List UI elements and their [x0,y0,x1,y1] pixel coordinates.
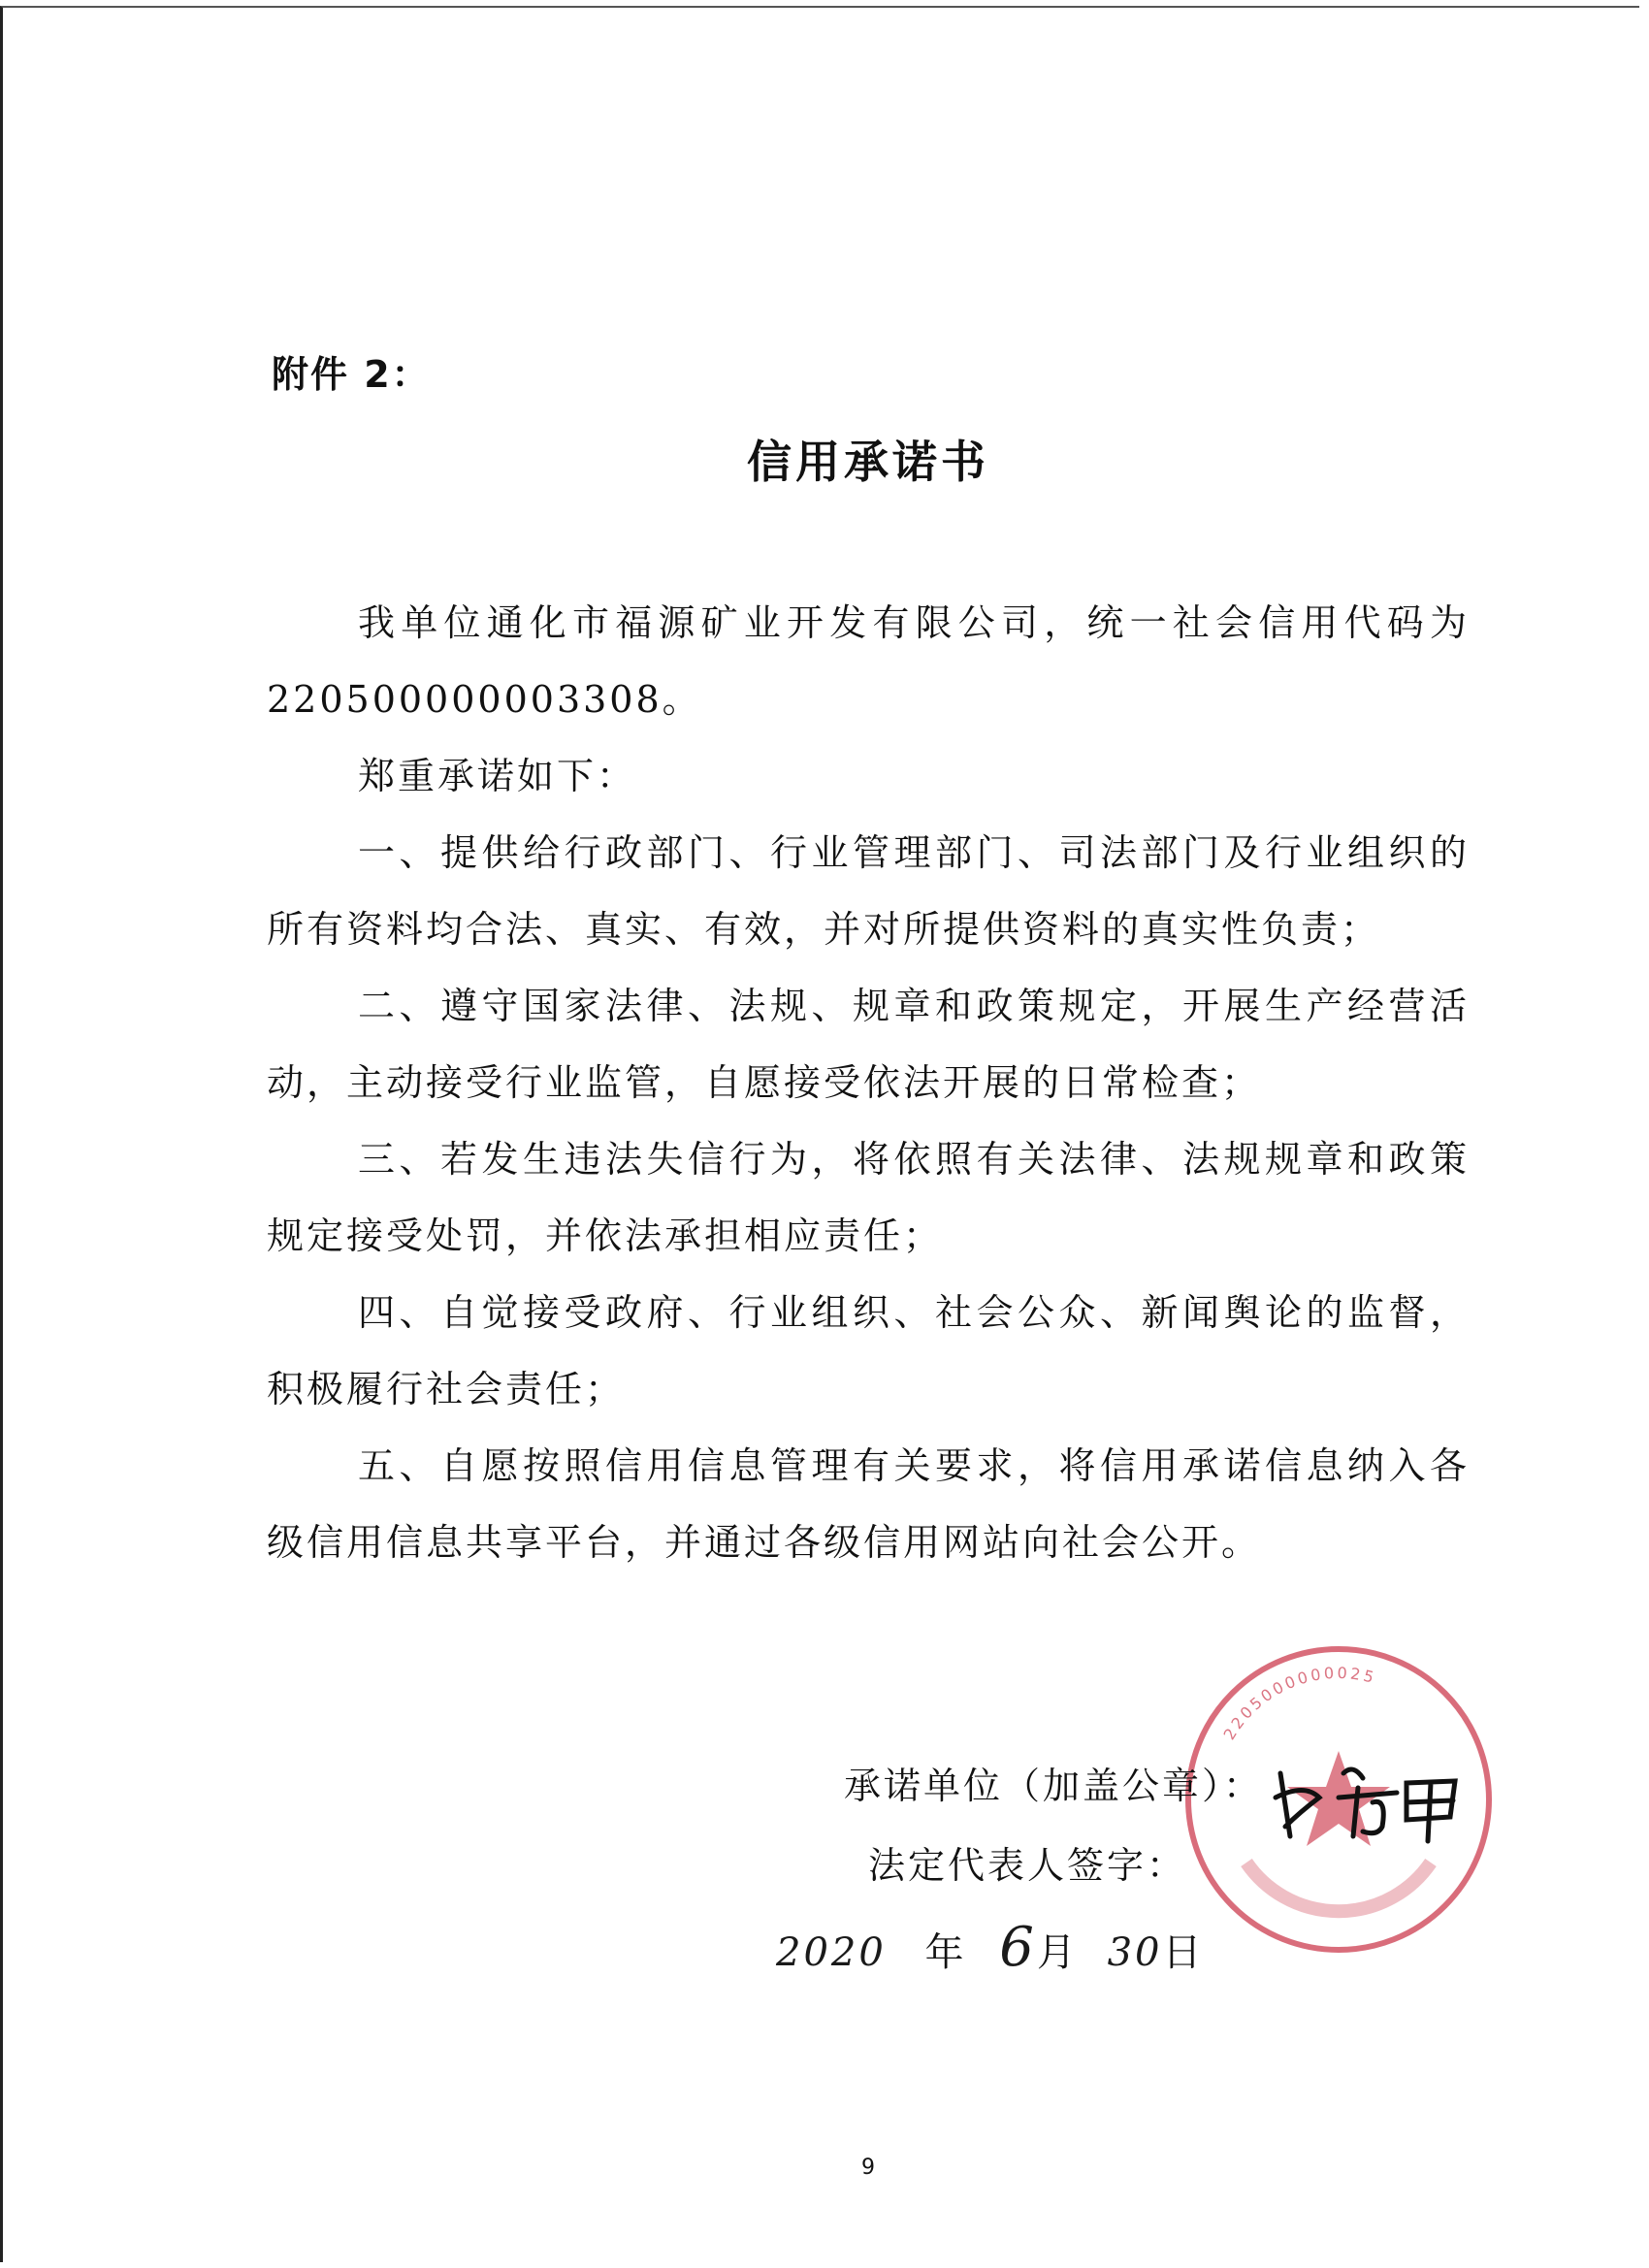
committing-unit-label: 承诺单位（加盖公章）： [844,1765,1264,1807]
document-title: 信用承诺书 [747,436,989,488]
attachment-label: 附件 2： [272,353,431,396]
paragraph-item-4: 四、自觉接受政府、行业组织、社会公众、新闻舆论的监督，积极履行社会责任； [267,1291,1470,1410]
date-year: 2020 [776,1930,887,1975]
month-unit: 月 [1036,1930,1079,1975]
day-unit: 日 [1162,1930,1205,1975]
svg-text:2205000000025 [1220,1664,1379,1743]
paragraph-item-3: 三、若发生违法失信行为，将依照有关法律、法规规章和政策规定接受处罚，并依法承担相应责任； [267,1138,1470,1257]
date-line [776,1916,1205,1979]
page-number: 9 [861,2155,875,2180]
date-day: 30 [1107,1930,1163,1975]
year-unit: 年 [924,1930,967,1975]
legal-representative-label: 法定代表人签字： [868,1844,1187,1887]
date-month: 6 [999,1916,1037,1979]
paragraph-commitment-intro: 郑重承诺如下： [358,755,637,797]
handwritten-signature [1261,1744,1474,1851]
paragraph-item-2: 二、遵守国家法律、法规、规章和政策规定，开展生产经营活动，主动接受行业监管，自愿接受依法开展的日常检查； [267,985,1470,1104]
document-body [267,585,1470,1581]
paragraph-item-1: 一、提供给行政部门、行业管理部门、司法部门及行业组织的所有资料均合法、真实、有效，并对所提供资料的真实性负责； [267,831,1470,951]
paragraph-item-5: 五、自愿按照信用信息管理有关要求，将信用承诺信息纳入各级信用信息共享平台，并通过各级信用网站向社会公开。 [267,1444,1470,1564]
paragraph-unit-info: 我单位通化市福源矿业开发有限公司，统一社会信用代码为220500000003308。 [267,601,1470,721]
stamp-ring-text: 2205000000025 [1219,1663,1379,1743]
